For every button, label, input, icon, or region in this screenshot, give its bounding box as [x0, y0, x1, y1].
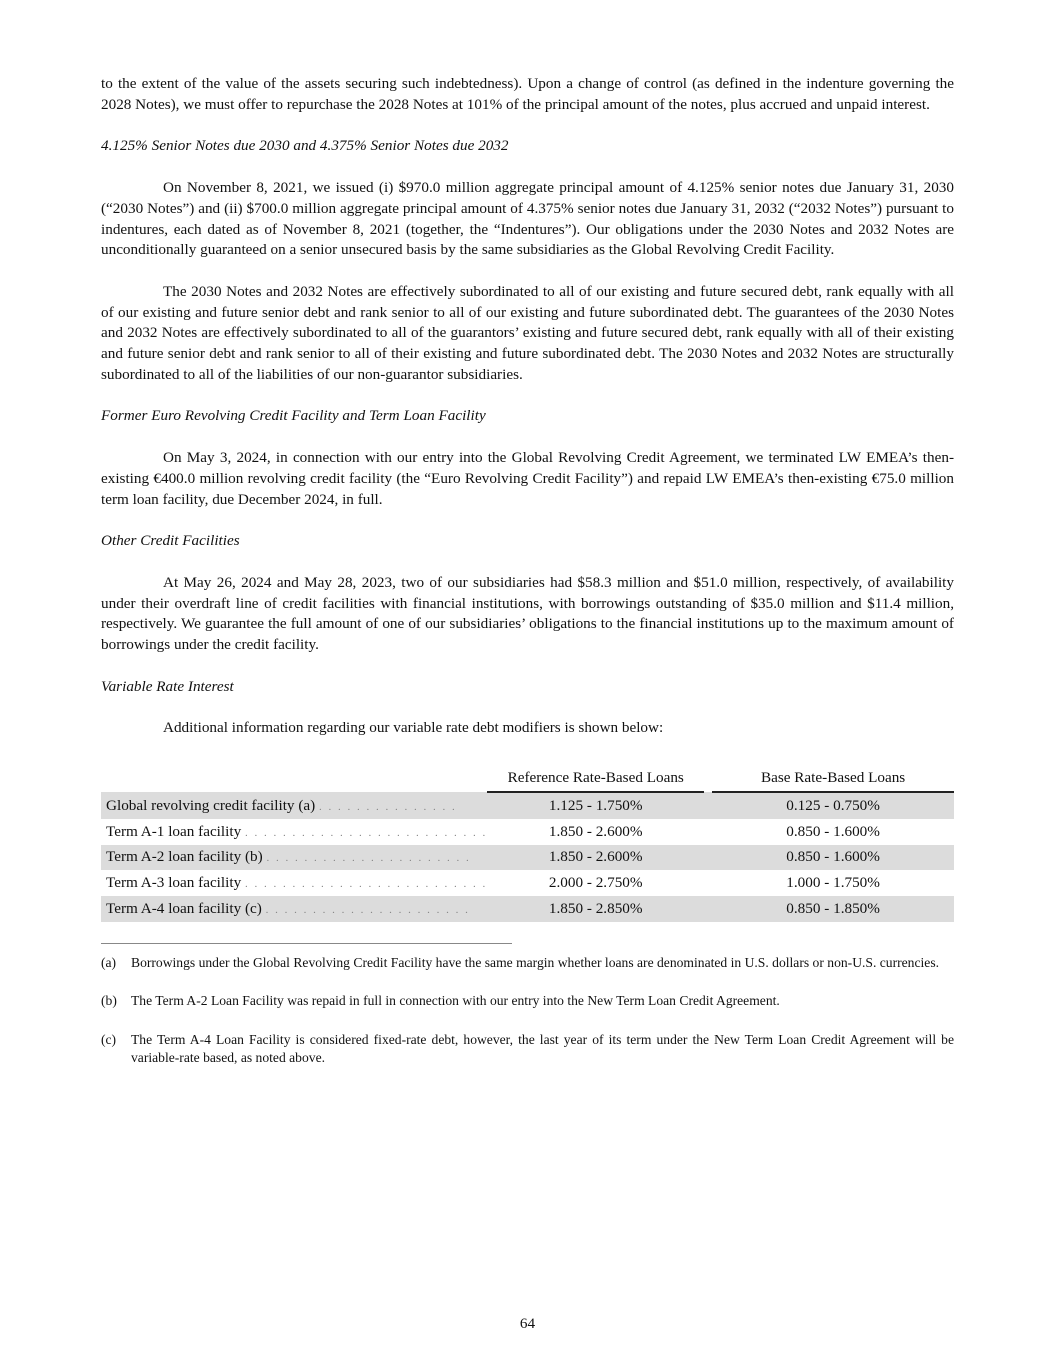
table-row: [101, 896, 954, 922]
body-text: [101, 74, 954, 739]
base-rate-value: 0.850 - 1.600%: [712, 845, 954, 871]
paragraph: On November 8, 2021, we issued (i) $970.0 million aggregate principal amount of 4.125% senior notes due January 31, 2030 (“2030 Notes”) and (ii) $700.0 million aggregate principal amount of 4.375% senior notes due January 31, 2032 (“2032 Notes”) pursuant to indentures, each dated as of November 8, 2021 (together, the “Indentures”). Our obligations under the 2030 Notes and 2032 Notes are unconditionally guaranteed on a senior unsecured basis by the same subsidiaries as the Global Revolving Credit Facility.: [101, 179, 954, 259]
document-page: [101, 74, 954, 1088]
paragraph: On May 3, 2024, in connection with our entry into the Global Revolving Credit Agreement, we terminated LW EMEA’s then-existing €400.0 million revolving credit facility (the “Euro Revolving Credit Facility”) and repaid LW EMEA’s then-existing €75.0 million term loan facility, due December 2024, in full.: [101, 449, 954, 508]
reference-rate-value: 1.850 - 2.850%: [487, 896, 704, 922]
base-rate-value: 1.000 - 1.750%: [786, 874, 880, 892]
reference-rate-value: 1.850 - 2.600%: [548, 822, 643, 840]
section-heading: Variable Rate Interest: [101, 677, 234, 695]
table-row: [101, 792, 954, 819]
row-label: Term A-2 loan facility (b) . . . . . . . . . . . . . . . . . . . . . .: [101, 845, 487, 871]
paragraph: Additional information regarding our variable rate debt modifiers is shown below:: [163, 719, 664, 737]
paragraph: to the extent of the value of the assets securing such indebtedness). Upon a change of control (as defined in the indenture governing the 2028 Notes), we must offer to repurchase the 2028 Notes at 101% of the principal amount of the notes, plus accrued and unpaid interest.: [101, 75, 954, 113]
table-row: [101, 870, 954, 896]
footnote-text: The Term A-2 Loan Facility was repaid in full in connection with our entry into the New Term Loan Credit Agreement.: [131, 993, 780, 1009]
base-rate-value: 0.850 - 1.850%: [712, 896, 954, 922]
section-heading: Other Credit Facilities: [101, 532, 240, 550]
table-row: [101, 819, 954, 845]
leader-dots: . . . . . . . . . . . . . . . . . . . . . .: [265, 903, 470, 916]
footnote-marker: (c): [101, 1031, 117, 1047]
section-heading: 4.125% Senior Notes due 2030 and 4.375% Senior Notes due 2032: [101, 137, 509, 155]
leader-dots: . . . . . . . . . . . . . . . . . . . . . .: [266, 852, 471, 865]
footnote-marker: (a): [101, 954, 117, 970]
paragraph: At May 26, 2024 and May 28, 2023, two of our subsidiaries had $58.3 million and $51.0 million, respectively, of availability under their overdraft line of credit facilities with financial institutions, with borrowings outstanding of $35.0 million and $11.4 million, respectively. We guarantee the full amount of one of our subsidiaries’ obligations to the financial institutions up to the maximum amount of borrowings under the credit facility.: [101, 573, 954, 654]
reference-rate-value: 1.850 - 2.600%: [487, 845, 704, 871]
section-heading: Former Euro Revolving Credit Facility and Term Loan Facility: [101, 407, 486, 425]
leader-dots: . . . . . . . . . . . . . . . . . . . . . . . . . .: [244, 878, 488, 891]
footnote-text: The Term A-4 Loan Facility is considered fixed-rate debt, however, the last year of its term under the New Term Loan Credit Agreement will be variable-rate based, as noted above.: [131, 1031, 954, 1066]
table-header-row: [101, 767, 954, 792]
reference-rate-value: 1.125 - 1.750%: [487, 792, 704, 819]
footnote: [101, 954, 954, 973]
paragraph: The 2030 Notes and 2032 Notes are effectively subordinated to all of our existing and future secured debt, rank equally with all of our existing and future senior debt and rank senior to all of our existing and future subordinated debt. The guarantees of the 2030 Notes and 2032 Notes are effectively subordinated to all of the guarantors’ existing and future secured debt, rank equally with all of their existing and future senior debt and rank senior to all of their existing and future subordinated debt. The 2030 Notes and 2032 Notes are structurally subordinated to all of the liabilities of our non-guarantor subsidiaries.: [101, 282, 954, 383]
row-label: Term A-1 loan facility . . . . . . . . . . . . . . . . . . . . . . . . . .: [106, 822, 488, 840]
leader-dots: . . . . . . . . . . . . . . . . . . . . . . . . . .: [244, 826, 488, 839]
row-label: Term A-4 loan facility (c) . . . . . . . . . . . . . . . . . . . . . .: [101, 896, 487, 922]
row-label: Global revolving credit facility (a) . . . . . . . . . . . . . . .: [101, 792, 487, 819]
footnote: [101, 1031, 954, 1068]
row-label: Term A-3 loan facility . . . . . . . . . . . . . . . . . . . . . . . . . .: [106, 874, 488, 892]
variable-rate-table: [101, 767, 954, 921]
footnote-divider: [101, 943, 512, 944]
footnote-text: Borrowings under the Global Revolving Credit Facility have the same margin whether loans are denominated in U.S. dollars or non-U.S. currencies.: [131, 954, 940, 970]
leader-dots: . . . . . . . . . . . . . . .: [318, 800, 457, 813]
header-base-rate: Base Rate-Based Loans: [712, 767, 954, 792]
table-row: [101, 845, 954, 871]
footnotes: [101, 954, 954, 1068]
base-rate-value: 0.125 - 0.750%: [712, 792, 954, 819]
base-rate-value: 0.850 - 1.600%: [786, 822, 880, 840]
footnote: [101, 992, 954, 1011]
header-reference-rate: Reference Rate-Based Loans: [487, 767, 704, 792]
page-number: 64: [519, 1315, 536, 1332]
reference-rate-value: 2.000 - 2.750%: [548, 874, 643, 892]
footnote-marker: (b): [101, 993, 117, 1009]
